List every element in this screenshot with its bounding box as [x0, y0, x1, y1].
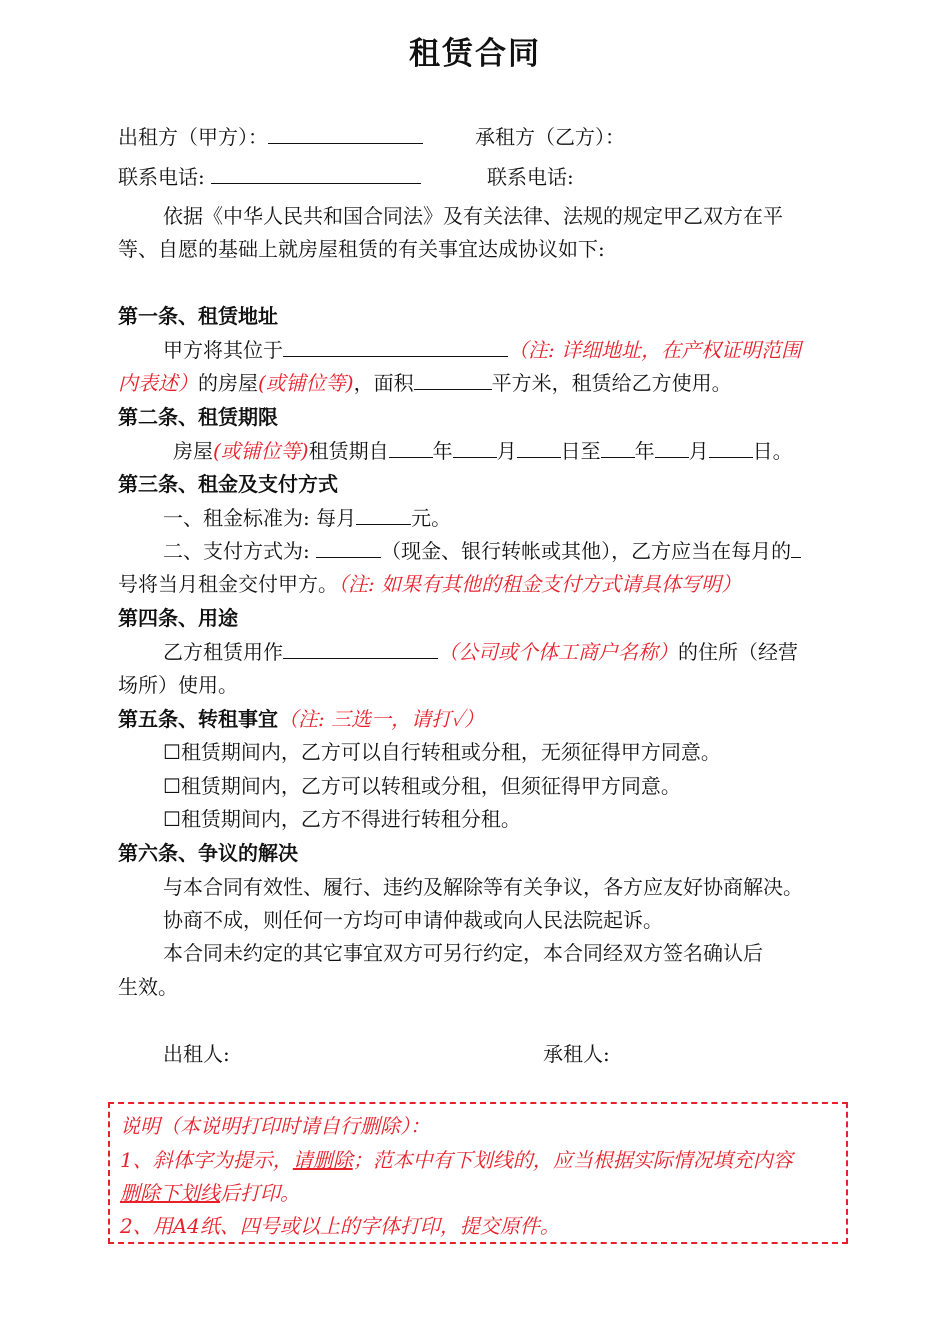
- address-blank[interactable]: [283, 336, 508, 357]
- notice-box: [108, 1102, 848, 1244]
- hint: （公司或个体工商户名称）: [438, 640, 678, 664]
- notice-line: [120, 1179, 300, 1207]
- art6-line: 与本合同有效性、履行、违约及解除等有关争议，各方应友好协商解决。: [163, 875, 803, 899]
- text: 平方米，租赁给乙方使用。: [491, 371, 732, 395]
- lessor-blank[interactable]: [268, 123, 423, 144]
- heading: 第五条、转租事宜: [118, 707, 278, 731]
- text: 请删除: [292, 1148, 353, 1172]
- text: 月: [688, 439, 709, 463]
- art1-line: [163, 336, 801, 364]
- text: 一、租金标准为: 每月: [163, 506, 357, 530]
- option-text: 租赁期间内，乙方可以自行转租或分租，无须征得甲方同意。: [180, 740, 721, 764]
- hint: (或铺位等): [213, 439, 309, 463]
- hint: 内表述）: [118, 371, 198, 395]
- payment-blank[interactable]: [316, 537, 381, 558]
- text: 日。: [752, 439, 793, 463]
- text: ，面积: [353, 371, 414, 395]
- text: （现金、银行转帐或其他），乙方应当在每月的: [381, 539, 792, 563]
- article-5-heading: [118, 705, 484, 733]
- checkbox-icon[interactable]: ☐: [163, 774, 181, 798]
- hint: （注: 三选一，请打✓）: [278, 707, 484, 731]
- rent-blank[interactable]: [356, 504, 411, 525]
- lessor-label: 出租方（甲方）：: [118, 125, 268, 149]
- article-4-heading: 第四条、用途: [118, 606, 238, 630]
- phone-label: 联系电话:: [118, 165, 205, 189]
- art3-line: [118, 570, 741, 598]
- day-blank[interactable]: [791, 537, 801, 558]
- art3-line: [163, 504, 451, 532]
- notice-heading: 说明（本说明打印时请自行删除）：: [120, 1114, 430, 1138]
- text: 租赁期自: [308, 439, 389, 463]
- hint: （注: 详细地址，在产权证明范围: [508, 338, 802, 362]
- text: 月: [496, 439, 517, 463]
- area-blank[interactable]: [414, 369, 492, 390]
- text: 1、斜体字为提示，: [120, 1148, 293, 1172]
- sublet-option[interactable]: [163, 805, 521, 833]
- sublet-option[interactable]: [163, 738, 721, 766]
- phone-blank[interactable]: [211, 163, 421, 184]
- lessor-signature-label: 出租人:: [163, 1042, 230, 1066]
- blank[interactable]: [453, 437, 497, 458]
- phone-row: [118, 163, 421, 191]
- lessee-label: 承租方（乙方）：: [475, 125, 625, 149]
- art6-line: 生效。: [118, 975, 178, 999]
- blank[interactable]: [655, 437, 689, 458]
- art4-line: 场所）使用。: [118, 673, 238, 697]
- article-6-heading: 第六条、争议的解决: [118, 841, 298, 865]
- art6-line: 协商不成，则任何一方均可申请仲裁或向人民法院起诉。: [163, 908, 663, 932]
- option-text: 租赁期间内，乙方可以转租或分租，但须征得甲方同意。: [180, 774, 681, 798]
- hint: （注: 如果有其他的租金支付方式请具体写明）: [338, 572, 742, 596]
- lessor-row: [118, 123, 423, 151]
- text: 后打印。: [220, 1181, 300, 1205]
- option-text: 租赁期间内，乙方不得进行转租分租。: [180, 807, 521, 831]
- checkbox-icon[interactable]: ☐: [163, 740, 181, 764]
- text: 乙方租赁用作: [163, 640, 283, 664]
- blank[interactable]: [517, 437, 561, 458]
- lessee-signature-label: 承租人:: [543, 1042, 610, 1066]
- text: 二、支付方式为:: [163, 539, 310, 563]
- usage-blank[interactable]: [283, 638, 438, 659]
- text: 房屋: [173, 439, 213, 463]
- text: 甲方将其位于: [163, 338, 283, 362]
- art2-line: [173, 437, 793, 465]
- article-1-heading: 第一条、租赁地址: [118, 304, 278, 328]
- notice-line: 2、用A4纸、四号或以上的字体打印，提交原件。: [120, 1214, 560, 1238]
- intro-line: 等、自愿的基础上就房屋租赁的有关事宜达成协议如下:: [118, 237, 605, 261]
- text: 的房屋: [198, 371, 258, 395]
- text: ；范本中有下划线的，应当根据实际情况填充内容: [352, 1148, 793, 1172]
- hint: (或铺位等): [258, 371, 354, 395]
- text: 元。: [411, 506, 452, 530]
- text: 年: [634, 439, 655, 463]
- sublet-option[interactable]: [163, 772, 681, 800]
- blank[interactable]: [709, 437, 753, 458]
- text: 删除下划线: [120, 1181, 220, 1205]
- art3-line: [163, 537, 801, 565]
- text: 日至: [560, 439, 601, 463]
- art4-line: [163, 638, 798, 666]
- page-title: 租赁合同: [409, 36, 541, 72]
- phone-label-2: 联系电话:: [487, 165, 574, 189]
- checkbox-icon[interactable]: ☐: [163, 807, 181, 831]
- article-2-heading: 第二条、租赁期限: [118, 405, 278, 429]
- text: 年: [432, 439, 453, 463]
- notice-line: [120, 1146, 793, 1174]
- art1-line: [118, 369, 732, 397]
- article-3-heading: 第三条、租金及支付方式: [118, 472, 338, 496]
- text: 号将当月租金交付甲方。: [118, 572, 338, 596]
- intro-line: 依据《中华人民共和国合同法》及有关法律、法规的规定甲乙双方在平: [163, 204, 783, 228]
- blank[interactable]: [601, 437, 635, 458]
- art6-line: 本合同未约定的其它事宜双方可另行约定，本合同经双方签名确认后: [163, 941, 763, 965]
- blank[interactable]: [389, 437, 433, 458]
- text: 的住所（经营: [678, 640, 798, 664]
